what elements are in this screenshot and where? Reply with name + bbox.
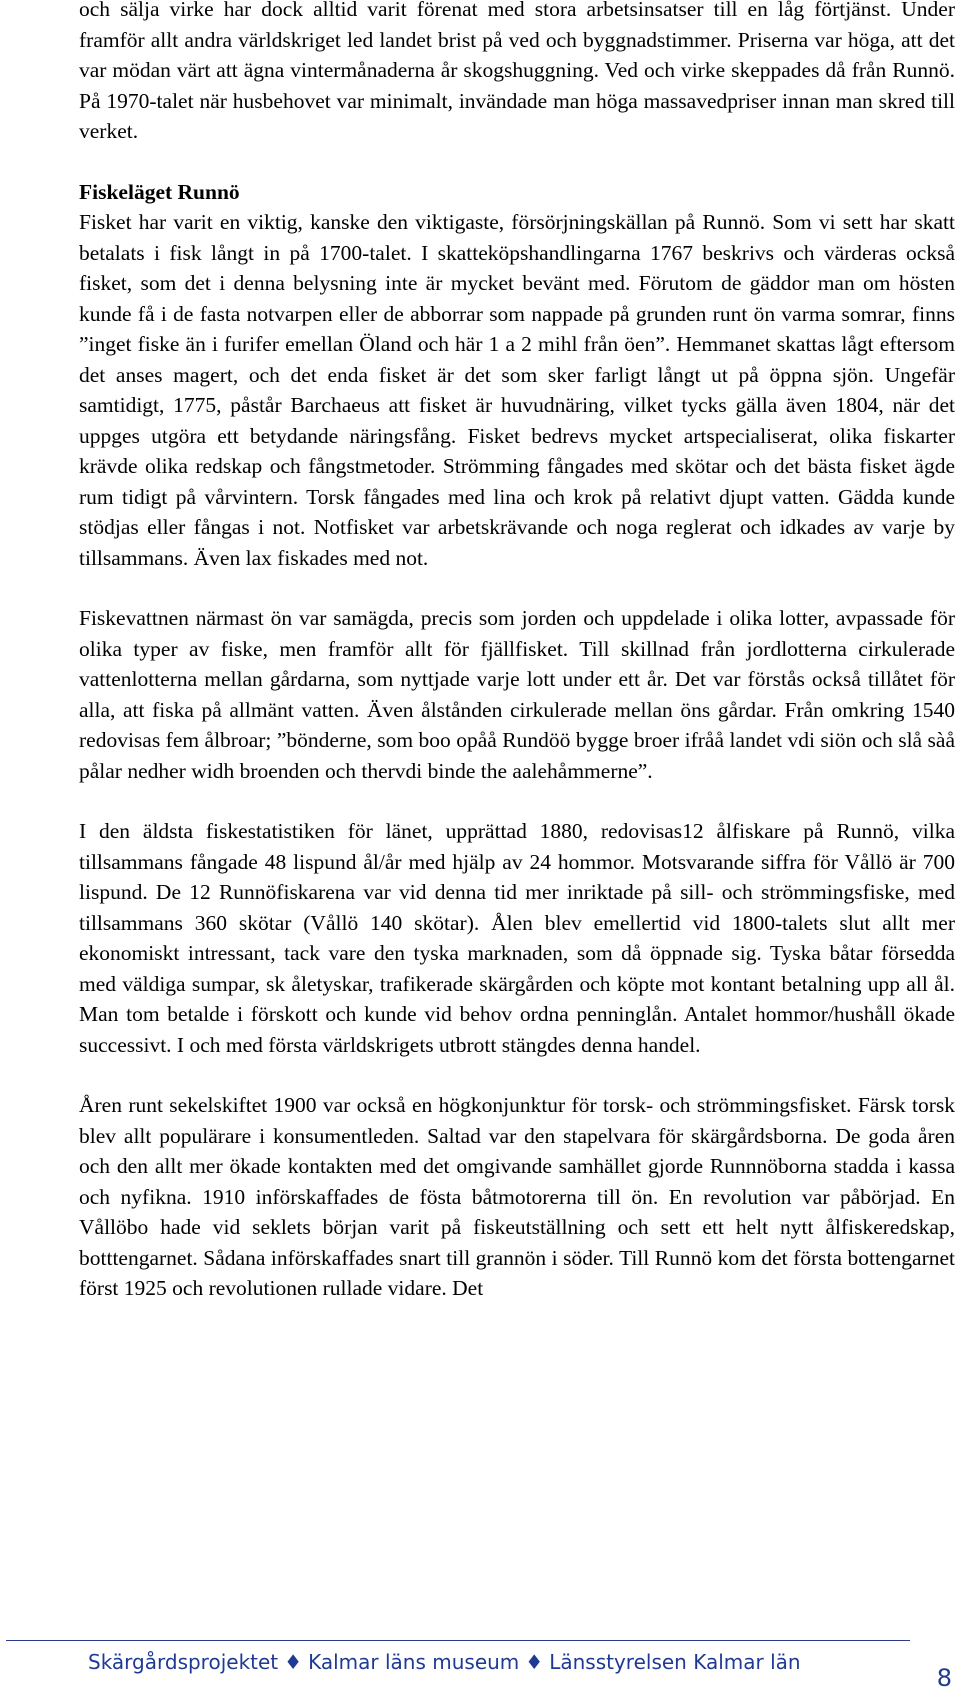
body-paragraph: Åren runt sekelskiftet 1900 var också en högkonjunktur för torsk- och strömmingsfisket. Färsk torsk blev allt populärare i konsumentleden. Saltad var den stapelvara för skärgårdsborna. De goda åren och den allt mer ökade kontakten med det omgivande samhället gjorde Runnnöborna stadda i kassa och nyfikna. 1910 införskaffades de fösta båtmotorerna till ön. En revolution var påbörjad. En Vållöbo hade vid seklets början varit på fiskeutställning och sett ett helt nytt ålfiskeredskap, botttengarnet. Sådana införskaffades snart till grannön i söder. Till Runnö kom det första bottengarnet först 1925 och revolutionen rullade vidare. Det xyxy=(79,1093,955,1300)
footer-county: Länsstyrelsen Kalmar län xyxy=(549,1650,801,1674)
diamond-icon: ♦ xyxy=(525,1650,544,1674)
section-heading: Fiskeläget Runnö xyxy=(79,179,240,204)
diamond-icon: ♦ xyxy=(284,1650,303,1674)
page-number: 8 xyxy=(936,1664,952,1692)
body-paragraph: Fisket har varit en viktig, kanske den viktigaste, försörjningskällan på Runnö. Som vi sett har skatt betalats i fisk långt in på 1700-talet. I skatteköpshandlingarna 1767 beskrivs och värderas också fisket, som det i denna belysning inte är mycket bevänt med. Förutom de gäddor man om hösten kunde få i de fasta notvarpen eller de abborrar som nappade på grunden runt ön varma somrar, finns ”inget fiske än i furifer emellan Öland och här 1 a 2 mihl från öen”. Hemmanet skattas lågt eftersom det anses magert, och det enda fisket är det som sker farligt långt ut på öppna sjön. Ungefär samtidigt, 1775, påstår Barchaeus att fisket är huvudnäring, vilket tycks gälla även 1804, när det uppges utgöra ett betydande näringsfång. Fisket bedrevs mycket artspecialiserat, olika fiskarter krävde olika redskap och fångstmetoder. Strömming fångades med skötar och det bästa fisket ägde rum tidigt på vårvintern. Torsk fångades med lina och krok på relativt djupt vatten. Gädda kunde stödjas eller fångas i not. Notfisket var arbetskrävande och noga reglerat och idkades av varje by tillsammans. Även lax fiskades med not. xyxy=(79,210,955,570)
body-paragraph: Fiskevattnen närmast ön var samägda, precis som jorden och uppdelade i olika lotter, avpassade för olika typer av fiske, men framför allt för fjällfisket. Till skillnad från jordlotterna cirkulerade vattenlotterna mellan gårdarna, som nyttjade varje lott under ett år. Det var förstås också tillåtet för alla, att fiska på allmänt vatten. Även ålstånden cirkulerade mellan öns gårdar. Från omkring 1540 redovisas fem ålbroar; ”bönderne, som boo opåå Rundöö bygge broer ifråå landet vdi siön och slå sàå pålar nedher widh broenden och thervdi binde the aalehåmmerne”. xyxy=(79,606,955,783)
document-page xyxy=(79,0,955,1304)
footer-project: Skärgårdsprojektet xyxy=(88,1650,279,1674)
footer-divider xyxy=(6,1640,910,1641)
body-paragraph: I den äldsta fiskestatistiken för länet, upprättad 1880, redovisas12 ålfiskare på Runnö, vilka tillsammans fångade 48 lispund ål/år med hjälp av 24 hommor. Motsvarande siffra för Vållö är 700 lispund. De 12 Runnöfiskarena var vid denna tid mer inriktade på sill- och strömmingsfiske, med tillsammans 360 skötar (Vållö 140 skötar). Ålen blev emellertid vid 1800-talets slut allt mer ekonomiskt intressant, tack vare den tyska marknaden, som då öppnade sig. Tyska båtar försedda med väldiga sumpar, sk åletyskar, trafikerade skärgården och köpte mot kontant betalning upp all ål. Man tom betalde i förskott och kunde vid behov ordna penninglån. Antalet hommor/hushåll ökade successivt. I och med första världskrigets utbrott stängdes denna handel. xyxy=(79,819,955,1057)
body-paragraph: och sälja virke har dock alltid varit förenat med stora arbetsinsatser till en låg förtjänst. Under framför allt andra världskriget led landet brist på ved och byggnadstimmer. Priserna var höga, att det var mödan värt att ägna vintermånaderna år skogshuggning. Ved och virke skeppades då från Runnö. På 1970-talet när husbehovet var minimalt, invändade man höga massavedpriser innan man skred till verket. xyxy=(79,0,955,143)
footer-museum: Kalmar läns museum xyxy=(308,1650,520,1674)
page-footer xyxy=(88,1650,801,1674)
